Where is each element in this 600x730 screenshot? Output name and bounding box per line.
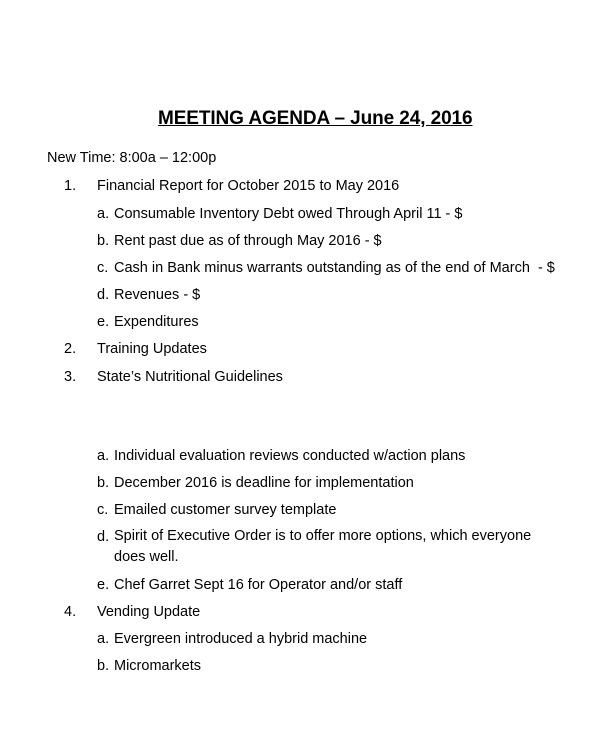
item-3c-text: Emailed customer survey template (114, 502, 337, 518)
item-3-number: 3. (64, 369, 77, 385)
item-4b-text: Micromarkets (114, 658, 202, 674)
item-1a-text: Consumable Inventory Debt owed Through April 11 - $ (114, 206, 463, 222)
item-1b-letter: b. (97, 233, 110, 249)
item-4a-letter: a. (97, 631, 110, 647)
item-3a-text: Individual evaluation reviews conducted w/action plans (114, 448, 466, 464)
item-1e-letter: e. (97, 314, 110, 330)
item-4a-text: Evergreen introduced a hybrid machine (114, 631, 368, 647)
item-3e-text: Chef Garret Sept 16 for Operator and/or staff (114, 577, 403, 593)
item-3b-letter: b. (97, 475, 110, 491)
item-2-number: 2. (64, 341, 77, 357)
item-2-text: Training Updates (97, 341, 207, 357)
item-1d-letter: d. (97, 287, 110, 303)
page-title: MEETING AGENDA – June 24, 2016 (158, 108, 473, 129)
item-1-number: 1. (64, 178, 77, 194)
item-3d-text: Spirit of Executive Order is to offer more options, which everyone does well. (114, 528, 532, 565)
item-1b-text: Rent past due as of through May 2016 - $ (114, 233, 382, 249)
item-3b-text: December 2016 is deadline for implementation (114, 475, 414, 491)
item-4b-letter: b. (97, 658, 110, 674)
item-3e-letter: e. (97, 577, 110, 593)
meeting-time: New Time: 8:00a – 12:00p (47, 150, 217, 166)
item-3c-letter: c. (97, 502, 109, 518)
item-4-text: Vending Update (97, 604, 201, 620)
item-1-text: Financial Report for October 2015 to May 2016 (97, 178, 400, 194)
item-1a-letter: a. (97, 206, 110, 222)
item-4-number: 4. (64, 604, 77, 620)
item-1c-text: Cash in Bank minus warrants outstanding as of the end of March - $ (114, 260, 555, 276)
item-1d-text: Revenues - $ (114, 287, 201, 303)
item-3d-letter: d. (97, 529, 110, 545)
item-3a-letter: a. (97, 448, 110, 464)
item-1e-text: Expenditures (114, 314, 199, 330)
item-3-text: State’s Nutritional Guidelines (97, 369, 283, 385)
item-1c-letter: c. (97, 260, 109, 276)
